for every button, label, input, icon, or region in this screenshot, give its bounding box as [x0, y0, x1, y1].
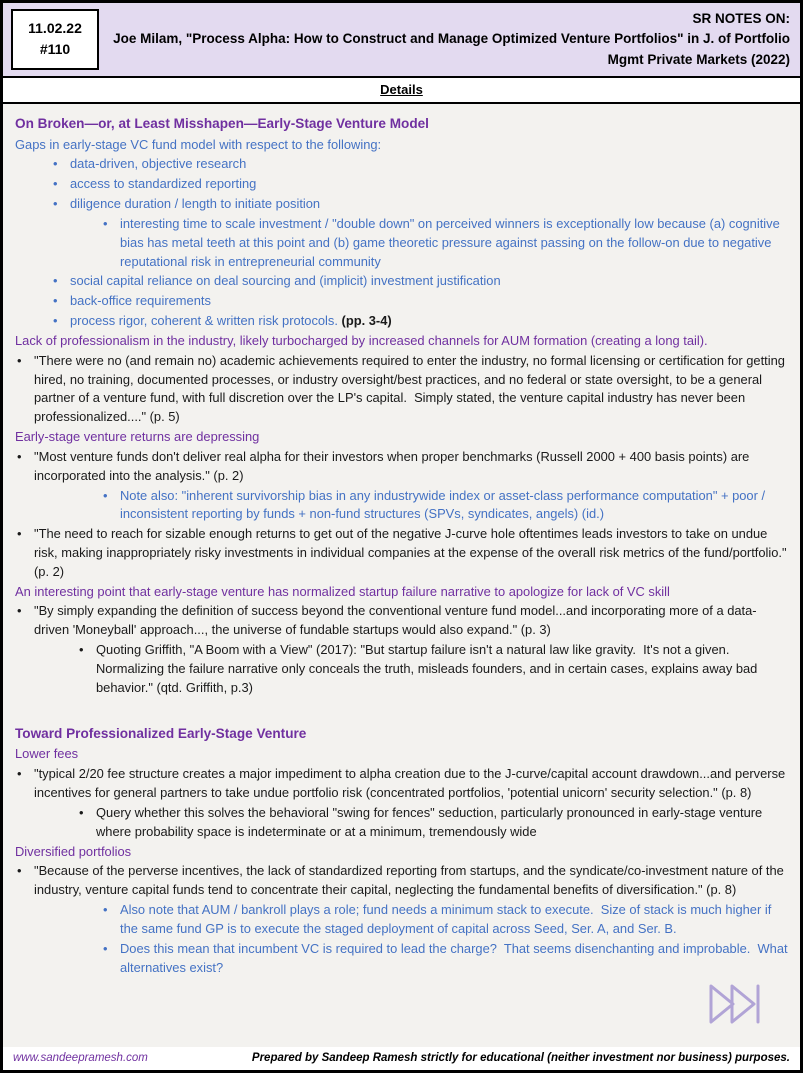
bullet-marker: •	[17, 603, 22, 619]
bullet-item	[15, 155, 790, 174]
bullet-marker: •	[79, 642, 84, 658]
bullet-item	[15, 487, 790, 525]
note-text: "The need to reach for sizable enough returns to get out of the negative J-curve hole oftentimes leads investors to take on undue risk, making inappropriately risky investments in individual companies at the expense of the overall risk metrics of the fund/portfolio." (p. 2)	[34, 526, 791, 579]
note-number: #110	[39, 41, 71, 58]
bullet-marker: •	[103, 215, 108, 231]
lead-line	[15, 745, 790, 764]
bullet-item	[15, 215, 790, 271]
note-text: Lower fees	[15, 746, 79, 762]
bullet-item	[15, 352, 790, 427]
note-text: access to standardized reporting	[70, 176, 257, 192]
note-text: "Because of the perverse incentives, the lack of standardized reporting from startups, and the syndicate/co-investment nature of the industry, venture capital funds tend to concentrate their capital, neglecting the fundamental benefits of diversification." (p. 8)	[34, 863, 788, 898]
website-link[interactable]: www.sandeepramesh.com	[13, 1052, 148, 1064]
page-footer	[3, 1047, 800, 1070]
section-heading	[15, 114, 790, 134]
bullet-item	[15, 272, 790, 291]
bullet-marker: •	[17, 352, 22, 368]
bullet-marker: •	[17, 448, 22, 464]
note-text: On Broken—or, at Least Misshapen—Early-Stage Venture Model	[15, 115, 429, 131]
bullet-marker: •	[103, 902, 108, 918]
note-text: Note also: "inherent survivorship bias in any industrywide index or asset-class performance computation" + poor / inconsistent reporting by funds + non-fund structures (SPVs, syndicates, angels) (id.)	[120, 487, 769, 522]
note-text: Query whether this solves the behavioral "swing for fences" seduction, particularly pronounced in early-stage venture where probability space is indeterminate or at a minimum, tremendously wide	[96, 804, 766, 839]
section-heading	[15, 724, 790, 744]
bullet-item	[15, 292, 790, 311]
note-text: data-driven, objective research	[70, 156, 247, 172]
bullet-item	[15, 901, 790, 939]
bullet-marker: •	[103, 940, 108, 956]
bullet-item	[15, 195, 790, 214]
note-text: "There were no (and remain no) academic achievements required to enter the industry, no formal licensing or certification for getting hired, no training, documented processes, or industry oversight/best practices, and no federal or state oversight, to be a general partner of a venture fund, with full discretion over the LP's capital. Simply stated, the venture capital industry has never been professionalized...." (p. 5)	[34, 352, 789, 425]
bullet-marker: •	[79, 804, 84, 820]
details-bar	[3, 78, 800, 104]
source-citation: Joe Milam, "Process Alpha: How to Construct and Manage Optimized Venture Portfolios" in J. of Portfolio Mgmt Private Markets (2022)	[113, 31, 790, 67]
note-text: An interesting point that early-stage venture has normalized startup failure narrative to apologize for lack of VC skill	[15, 583, 670, 599]
note-text: Quoting Griffith, "A Boom with a View" (2017): "But startup failure isn't a natural law like gravity. It's not a given. Normalizing the failure narrative only conceals the truth, misleads founders, and in certain cases, explains away bad behavior." (qtd. Griffith, p.3)	[96, 642, 761, 695]
note-text: "Most venture funds don't deliver real alpha for their investors when proper benchmarks (Russell 2000 + 400 basis points) are incorporated into the analysis." (p. 2)	[34, 448, 753, 483]
bullet-item	[15, 525, 790, 581]
note-text: process rigor, coherent & written risk protocols. (pp. 3-4)	[70, 313, 392, 329]
bullet-marker: •	[17, 863, 22, 879]
bullet-item	[15, 312, 790, 331]
details-label: Details	[380, 81, 423, 97]
bullet-item	[15, 862, 790, 900]
note-text: "By simply expanding the definition of success beyond the conventional venture fund model...and incorporating more of a data-driven 'Moneyball' approach..., the universe of fundable startups would also expand." (p. 3)	[34, 603, 757, 638]
notes-on-label: SR NOTES ON:	[692, 11, 790, 26]
skip-to-end-icon	[706, 975, 764, 1033]
bullet-marker: •	[53, 313, 58, 329]
note-text: Early-stage venture returns are depressing	[15, 429, 260, 445]
bullet-item	[15, 175, 790, 194]
note-date: 11.02.22	[28, 20, 82, 37]
note-text: back-office requirements	[70, 293, 211, 309]
bullet-item	[15, 940, 790, 978]
bullet-marker: •	[17, 766, 22, 782]
note-text: Lack of professionalism in the industry, likely turbocharged by increased channels for AUM formation (creating a long tail).	[15, 332, 708, 348]
bullet-item	[15, 765, 790, 803]
bullet-marker: •	[53, 156, 58, 172]
note-text: social capital reliance on deal sourcing and (implicit) investment justification	[70, 273, 501, 289]
note-text: "typical 2/20 fee structure creates a major impediment to alpha creation due to the J-curve/capital account drawdown...and perverse incentives for general partners to take undue portfolio risk (concentrated portfolios, 'potential unicorn' security selection." (p. 8)	[34, 766, 789, 801]
bullet-marker: •	[53, 196, 58, 212]
note-id-box	[11, 9, 99, 70]
page-header	[3, 3, 800, 78]
bullet-item	[15, 804, 790, 842]
bullet-marker: •	[53, 176, 58, 192]
lead-line	[15, 583, 790, 602]
note-text: Gaps in early-stage VC fund model with respect to the following:	[15, 136, 382, 152]
lead-line	[15, 332, 790, 351]
bullet-item	[15, 448, 790, 486]
note-text: Also note that AUM / bankroll plays a role; fund needs a minimum stack to execute. Size of stack is much higher if the same fund GP is to execute the staged deployment of capital across Seed, Ser. A, and Ser. B.	[120, 902, 775, 936]
notes-content	[3, 104, 800, 1047]
header-titles	[111, 9, 792, 70]
bullet-item	[15, 602, 790, 640]
note-text: diligence duration / length to initiate position	[70, 196, 321, 212]
lead-line	[15, 428, 790, 447]
note-text: interesting time to scale investment / "double down" on perceived winners is exceptionally low because (a) cognitive bias has metal teeth at this point and (b) game theoretic pressure against passing on the follow-on due to negative reputational risk in entrepreneurial community	[120, 215, 784, 269]
bullet-marker: •	[103, 487, 108, 503]
lead-line	[15, 136, 790, 155]
notes-body	[15, 114, 790, 978]
page-ref: (pp. 3-4)	[337, 313, 392, 329]
bullet-marker: •	[53, 273, 58, 289]
bullet-marker: •	[17, 526, 22, 542]
note-text: Does this mean that incumbent VC is required to lead the charge? That seems disenchanting and improbable. What alternatives exist?	[120, 940, 792, 975]
note-text: Diversified portfolios	[15, 843, 132, 859]
lead-line	[15, 843, 790, 862]
note-text: Toward Professionalized Early-Stage Venture	[15, 725, 307, 741]
bullet-item	[15, 641, 790, 697]
disclaimer-text: Prepared by Sandeep Ramesh strictly for educational (neither investment nor business) purposes.	[251, 1052, 790, 1064]
bullet-marker: •	[53, 293, 58, 309]
